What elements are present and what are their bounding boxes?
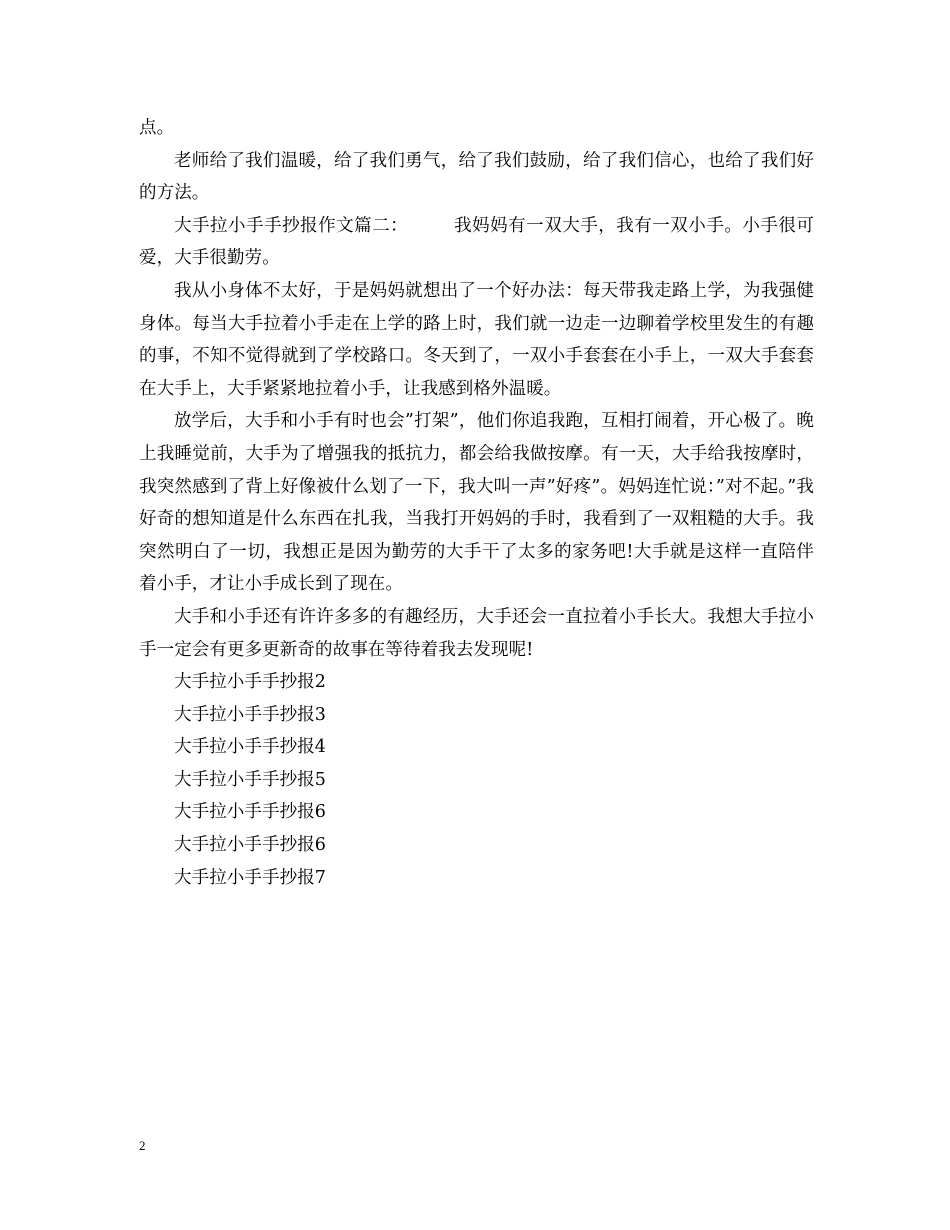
related-link-item[interactable]: 大手拉小手手抄报3	[174, 704, 327, 725]
related-link-item[interactable]: 大手拉小手手抄报4	[174, 737, 327, 758]
paragraph-walking-to-school: 我从小身体不太好，于是妈妈就想出了一个好办法：每天带我走路上学，为我强健身体。每当大手拉着小手走在上学的路上时，我们就一边走一边聊着学校里发生的有趣的事，不知不觉得就到了学校路口。冬天到了，一双小手套套在小手上，一双大手套套在大手上，大手紧紧地拉着小手，让我感到格外温暖。	[139, 280, 814, 399]
document-body	[139, 112, 814, 894]
related-link-item[interactable]: 大手拉小手手抄报7	[174, 867, 327, 888]
paragraph-after-school: 放学后，大手和小手有时也会”打架”，他们你追我跑，互相打闹着，开心极了。晚上我睡觉前，大手为了增强我的抵抗力，都会给我做按摩。有一天，大手给我按摩时，我突然感到了背上好像被什么划了一下，我大叫一声”好疼”。妈妈连忙说：”对不起。”我好奇的想知道是什么东西在扎我，当我打开妈妈的手时，我看到了一双粗糙的大手。我突然明白了一切，我想正是因为勤劳的大手干了太多的家务吧!大手就是这样一直陪伴着小手，才让小手成长到了现在。	[139, 411, 814, 595]
paragraph-teacher: 老师给了我们温暖，给了我们勇气，给了我们鼓励，给了我们信心，也给了我们好的方法。	[139, 150, 814, 204]
related-link-item[interactable]: 大手拉小手手抄报2	[174, 672, 327, 693]
related-link-item[interactable]: 大手拉小手手抄报6	[174, 802, 327, 823]
paragraph-conclusion: 大手和小手还有许许多多的有趣经历，大手还会一直拉着小手长大。我想大手拉小手一定会有更多更新奇的故事在等待着我去发现呢!	[139, 606, 814, 660]
essay-two-heading: 大手拉小手手抄报作文篇二：	[174, 215, 409, 236]
essay-two-opening: 我妈妈有一双大手，我有一双小手。小手很可爱，大手很勤劳。	[139, 215, 814, 269]
related-link-item[interactable]: 大手拉小手手抄报6	[174, 835, 327, 856]
page-number: 2	[139, 1138, 146, 1153]
paragraph-continuation: 点。	[139, 118, 175, 138]
paragraph-essay-two-intro	[139, 210, 814, 275]
related-link-item[interactable]: 大手拉小手手抄报5	[174, 769, 327, 790]
